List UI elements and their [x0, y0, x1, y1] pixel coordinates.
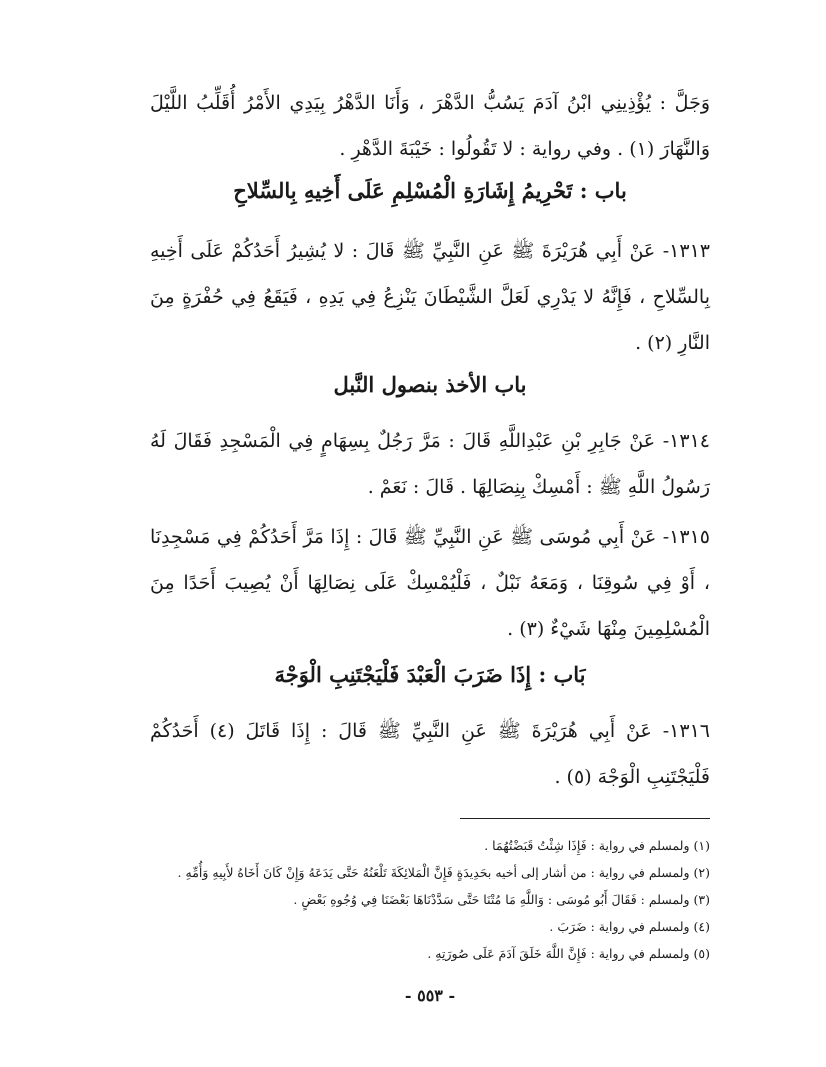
- footnote-divider: [460, 818, 710, 819]
- chapter-heading-weapon: باب : تَحْرِيمُ إِشَارَةِ الْمُسْلِمِ عَلَى أَخِيهِ بِالسِّلاحِ: [233, 178, 627, 203]
- footnote-item: (٣) ولمسلم : فَقَالَ أَبُو مُوسَى : وَاللَّهِ مَا مُتْنَا حَتَّى سَدَّدْنَاهَا بَعْضَنَا فِي وُجُوهِ بَعْضٍ .: [293, 892, 710, 907]
- footnotes-list: [150, 832, 710, 967]
- page-number: - ٥٥٣ -: [404, 986, 456, 1005]
- book-page: [150, 70, 710, 1030]
- footnote-item: (٥) ولمسلم في رواية : فَإِنَّ اللَّهَ خَلَقَ آدَمَ عَلَى صُورَتِهِ .: [427, 946, 710, 961]
- paragraph-hadith-1313: ١٣١٣- عَنْ أَبِي هُرَيْرَةَ ﷺ عَنِ النَّبِيِّ ﷺ قَالَ : لا يُشِيرُ أَحَدُكُمْ عَلَى أَخِيهِ بِالسِّلاحِ ، فَإِنَّهُ لا يَدْرِي لَعَلَّ الشَّيْطَانَ يَنْزِعُ فِي يَدِهِ ، فَيَقَعُ فِي حُفْرَةٍ مِنَ النَّارِ (٢) .: [150, 240, 710, 354]
- paragraph-hadith-continuation: وَجَلَّ : يُؤْذِينِي ابْنُ آدَمَ يَسُبُّ الدَّهْرَ ، وَأَنَا الدَّهْرُ بِيَدِي الأَمْرُ أُقَلِّبُ اللَّيْلَ وَالنَّهَارَ (١) . وفي رواية : لا تَقُولُوا : خَيْبَةَ الدَّهْرِ .: [150, 92, 710, 160]
- footnote-item: (٢) ولمسلم في رواية : من أشار إلى أخيه بحَدِيدَةٍ فَإِنَّ الْمَلائِكَةَ تَلْعَنُهُ حَتَّى يَدَعَهُ وَإِنْ كَانَ أَخَاهُ لأَبِيهِ وَأُمِّهِ .: [177, 865, 710, 880]
- footnote-item: (١) ولمسلم في رواية : فَإِذَا شِئْتُ قَبَضْتُهُمَا .: [484, 838, 710, 853]
- paragraph-hadith-1314: ١٣١٤- عَنْ جَابِرِ بْنِ عَبْدِاللَّهِ قَالَ : مَرَّ رَجُلٌ بِسِهَامٍ فِي الْمَسْجِدِ فَقَالَ لَهُ رَسُولُ اللَّهِ ﷺ : أَمْسِكْ بِنِصَالِهَا . قَالَ : نَعَمْ .: [150, 430, 710, 498]
- chapter-heading-face: بَاب : إِذَا ضَرَبَ الْعَبْدَ فَلْيَجْتَنِبِ الْوَجْهَ: [274, 662, 586, 687]
- chapter-heading-arrows: باب الأخذ بنصول النَّبل: [333, 372, 527, 397]
- footnote-item: (٤) ولمسلم في رواية : ضَرَبَ .: [549, 919, 710, 934]
- paragraph-hadith-1315: ١٣١٥- عَنْ أَبِي مُوسَى ﷺ عَنِ النَّبِيِّ ﷺ قَالَ : إِذَا مَرَّ أَحَدُكُمْ فِي مَسْجِدِنَا ، أَوْ فِي سُوقِنَا ، وَمَعَهُ نَبْلٌ ، فَلْيُمْسِكْ عَلَى نِصَالِهَا أَنْ يُصِيبَ أَحَدًا مِنَ الْمُسْلِمِينَ مِنْهَا شَيْءٌ (٣) .: [150, 526, 710, 640]
- paragraph-hadith-1316: ١٣١٦- عَنْ أَبِي هُرَيْرَةَ ﷺ عَنِ النَّبِيِّ ﷺ قَالَ : إِذَا قَاتَلَ (٤) أَحَدُكُمْ فَلْيَجْتَنِبِ الْوَجْهَ (٥) .: [150, 720, 710, 788]
